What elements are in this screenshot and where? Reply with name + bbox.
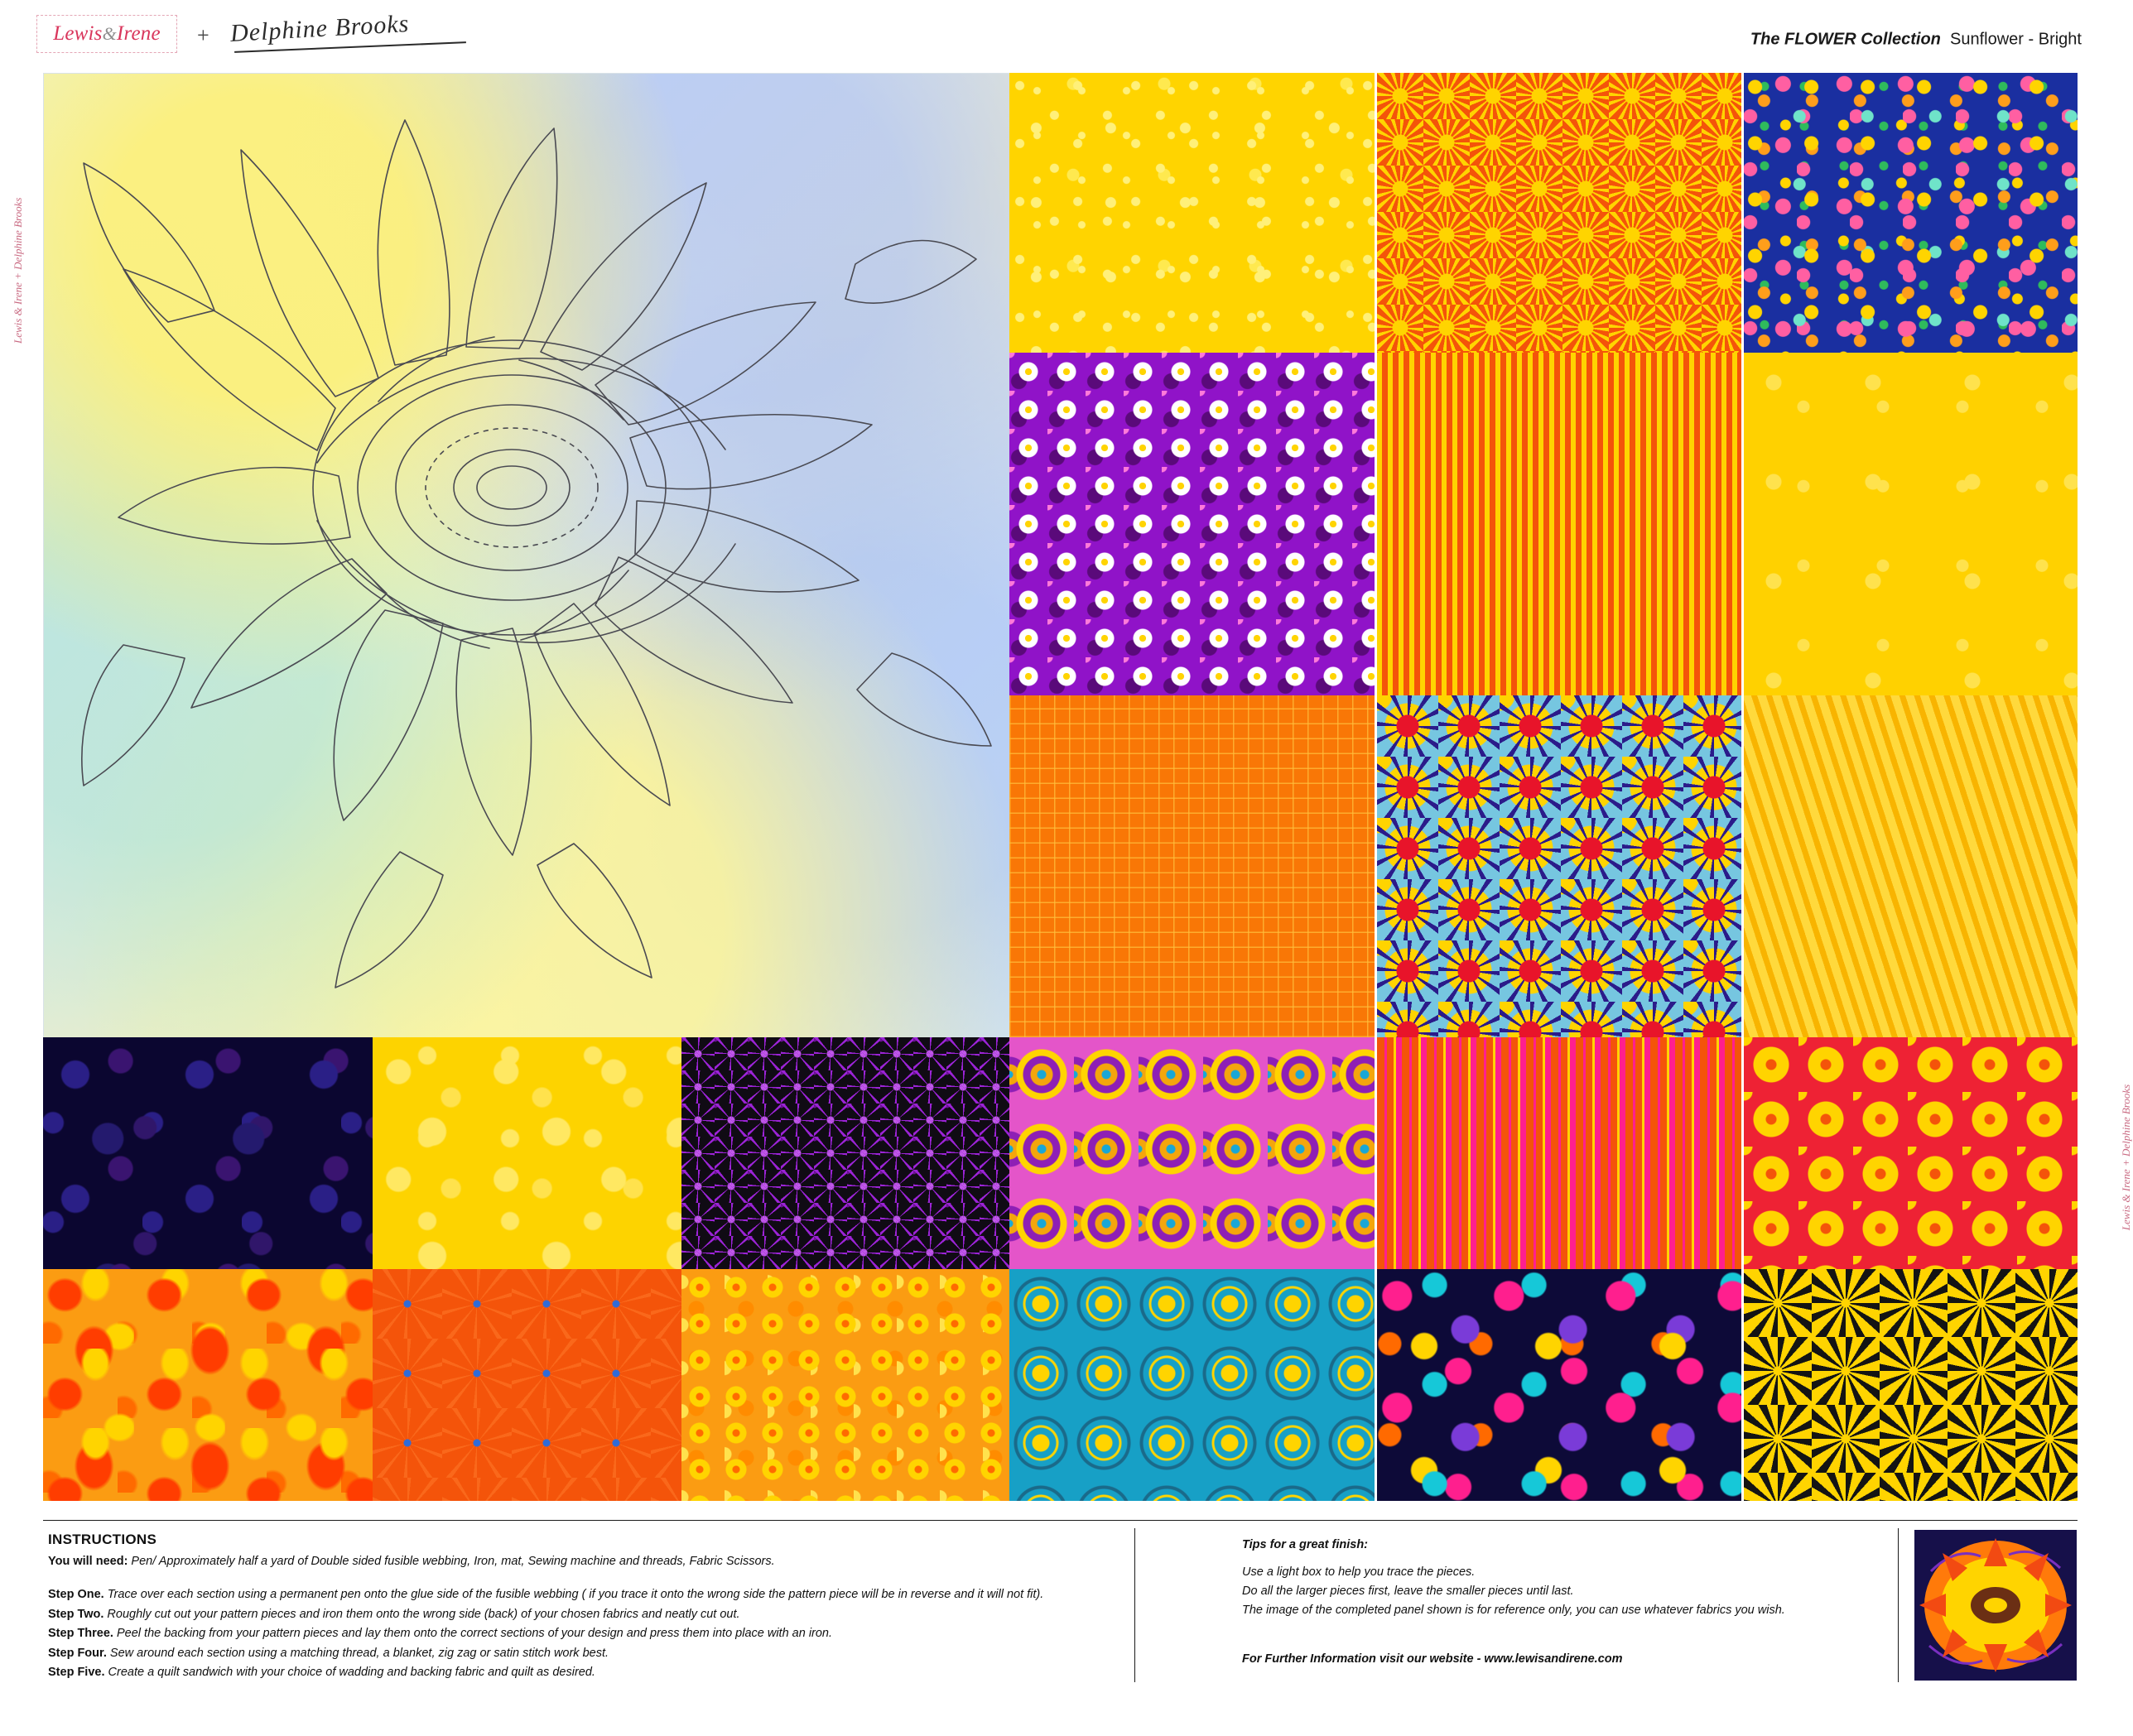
page-header — [0, 0, 2120, 66]
side-label-left: Lewis & Irene + Delphine Brooks — [12, 197, 24, 344]
swatch-orange-grid — [1009, 695, 1375, 1037]
swatch-orange-daisy-field — [681, 1269, 1009, 1501]
swatch-red-dot-circles — [1377, 695, 1741, 1037]
tip-item: The image of the completed panel shown is for reference only, you can use whatever fabrics you wish. — [1242, 1604, 1785, 1617]
swatch-blue-floral-meadow — [1744, 73, 2078, 353]
instructions-title: INSTRUCTIONS — [48, 1532, 157, 1547]
swatch-black-purple-star — [681, 1037, 1009, 1269]
swatch-red-yellow-flower-dot — [1744, 1037, 2078, 1269]
divider-top — [43, 1520, 2078, 1521]
completed-panel-thumbnail — [1914, 1530, 2077, 1681]
swatch-orange-sunburst — [1377, 73, 1741, 353]
logo-text: Lewis&Irene — [53, 22, 161, 45]
tips-title: Tips for a great finish: — [1242, 1538, 1369, 1551]
tip-item: Do all the larger pieces first, leave the smaller pieces until last. — [1242, 1585, 1574, 1598]
tips-list — [1242, 1563, 1871, 1620]
side-label-right: Lewis & Irene + Delphine Brooks — [2119, 1084, 2132, 1231]
plus-sign: + — [197, 23, 209, 47]
swatch-pink-orange-vertical — [1377, 1037, 1741, 1269]
divider-vertical-2 — [1898, 1528, 1899, 1682]
swatch-purple-daisy — [1009, 353, 1375, 695]
swatch-yellow-diagonal-stripe — [1744, 695, 2078, 1037]
steps-list — [48, 1586, 1116, 1684]
swatch-orange-blue-star — [373, 1269, 681, 1501]
designer-signature: Delphine Brooks — [229, 9, 411, 48]
sunflower-hero-panel — [43, 73, 1011, 1039]
swatch-teal-hexagon — [1009, 1269, 1375, 1501]
swatch-yellow-mottled — [373, 1037, 681, 1269]
step-item: Step One. Trace over each section using a permanent pen onto the glue side of the fusible webbing ( if you trace it onto the wrong side the pattern piece will be in reverse and it will not fit). — [48, 1588, 1044, 1601]
step-item: Step Two. Roughly cut out your pattern pieces and iron them onto the wrong side (back) of your chosen fabrics and neatly cut out. — [48, 1607, 740, 1621]
divider-vertical-1 — [1134, 1528, 1135, 1682]
step-item: Step Five. Create a quilt sandwich with your choice of wadding and backing fabric and quilt as desired. — [48, 1666, 595, 1679]
swatch-orange-stripe-dash — [1377, 353, 1741, 695]
tip-item: Use a light box to help you trace the pieces. — [1242, 1565, 1476, 1579]
swatch-yellow-plain — [1744, 353, 2078, 695]
website-link[interactable]: For Further Information visit our website - www.lewisandirene.com — [1242, 1652, 1623, 1666]
step-item: Step Four. Sew around each section using a matching thread, a blanket, zig zag or satin stitch work best. — [48, 1646, 609, 1660]
swatch-pink-hexagon-geo — [1009, 1037, 1375, 1269]
swatch-orange-splatter — [43, 1269, 373, 1501]
collection-title: The FLOWER Collection Sunflower - Bright — [1750, 30, 2082, 49]
swatch-yellow-speckle — [1009, 73, 1375, 353]
instructions-section — [0, 1520, 2120, 1694]
swatch-navy-dark-floral — [43, 1037, 373, 1269]
swatch-yellow-black-daisy — [1744, 1269, 2078, 1501]
swatch-navy-bright-floral — [1377, 1269, 1741, 1501]
step-item: Step Three. Peel the backing from your pattern pieces and lay them onto the correct sections of your design and press them into place with an iron. — [48, 1627, 833, 1640]
fabric-panel-grid — [43, 73, 2078, 1501]
lewis-and-irene-logo — [36, 15, 177, 53]
materials-line: You will need: Pen/ Approximately half a yard of Double sided fusible webbing, Iron, mat, Sewing machine and threads, Fabric Scissors. — [48, 1555, 775, 1568]
